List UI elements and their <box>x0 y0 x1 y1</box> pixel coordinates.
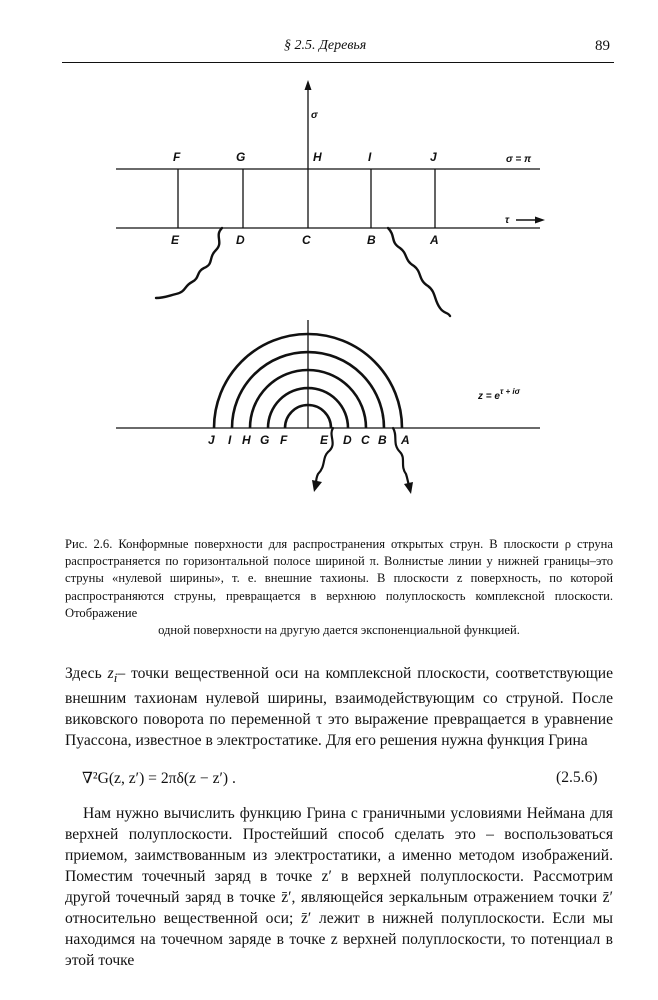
tachyon-line-left <box>156 228 222 298</box>
point-H-real: H <box>242 433 251 447</box>
paragraph-1-var: z <box>107 665 114 682</box>
tachyon-arrow-left <box>312 480 322 492</box>
conformal-figure <box>0 70 658 530</box>
sigma-arrow <box>305 80 312 90</box>
page-number: 89 <box>595 38 610 54</box>
point-D-real: D <box>343 433 352 447</box>
point-H: H <box>313 150 322 164</box>
caption-last-line: одной поверхности на другую дается экспоненциальной функцией. <box>158 623 520 638</box>
tau-arrow-head <box>535 217 545 224</box>
caption-body: Рис. 2.6. Конформные поверхности для распространения открытых струн. В плоскости ρ струна распространяется по горизонтальной полосе шириной π. Волнистые линии у нижней границы–это струны «нулевой ширины», т. е. внешние тахионы. В плоскости z поверхность, по которой распространяются струны, превращается в верхнюю полуплоскость комплексной плоскости. Отображение <box>65 537 613 620</box>
tau-axis-label: τ <box>505 215 510 226</box>
equation-2-5-6: ∇²G(z, z′) = 2πδ(z − z′) . <box>82 770 236 787</box>
running-head-title: § 2.5. Деревья <box>284 38 367 53</box>
point-E-real: E <box>320 433 329 447</box>
paragraph-1-rest: – точки вещественной оси на комплексной плоскости, соответствующие внешним тахионам нулевой ширины, взаимодействующим со струной. После виковского поворота по переменной τ это выражение превращается в уравнение Пуассона, известное в электростатике. Для его решения нужна функция Грина <box>65 665 613 750</box>
strip-panel <box>116 80 545 316</box>
point-B-real: B <box>378 433 387 447</box>
point-G: G <box>236 150 246 164</box>
point-I: I <box>368 150 372 164</box>
half-plane-panel <box>116 320 540 494</box>
point-F: F <box>173 150 181 164</box>
header-rule <box>62 62 614 63</box>
equation-number: (2.5.6) <box>556 769 598 786</box>
map-label: $z = e^{\tau + i\sigma}$ <box>478 387 520 402</box>
tachyon-arrow-right <box>404 482 413 494</box>
point-A: A <box>430 233 439 247</box>
point-J-real: J <box>208 433 215 447</box>
point-J: J <box>430 150 437 164</box>
point-G-real: G <box>260 433 270 447</box>
figure-caption <box>65 536 613 639</box>
point-I-real: I <box>228 433 232 447</box>
strip-width-label: σ = π <box>506 154 532 165</box>
point-C: C <box>302 233 311 247</box>
point-D: D <box>236 233 245 247</box>
point-E: E <box>171 233 180 247</box>
paragraph-2: Нам нужно вычислить функцию Грина с граничными условиями Неймана для верхней полуплоскости. Простейший способ сделать это – воспользоваться приемом, заимствованным из электростатики, а именно методом изображений. Поместим точечный заряд в точке z′ в верхней полуплоскости. Рассмотрим другой точечный заряд в точке z̄′, являющейся зеркальным отражением точки z̄′ относительно вещественной оси; z̄′ лежит в нижней полуплоскости. Если мы находимся на точечном заряде в точке z верхней полуплоскости, то потенциал в этой точке <box>65 805 613 969</box>
paragraph-1-start: Здесь <box>65 665 102 682</box>
paragraph-1 <box>65 663 613 751</box>
sigma-axis-label: σ <box>311 110 318 121</box>
point-C-real: C <box>361 433 370 447</box>
paragraph-1-sub: i <box>113 670 118 686</box>
point-F-real: F <box>280 433 288 447</box>
point-B: B <box>367 233 376 247</box>
point-A-real: A <box>401 433 410 447</box>
tachyon-line-right <box>388 228 450 316</box>
